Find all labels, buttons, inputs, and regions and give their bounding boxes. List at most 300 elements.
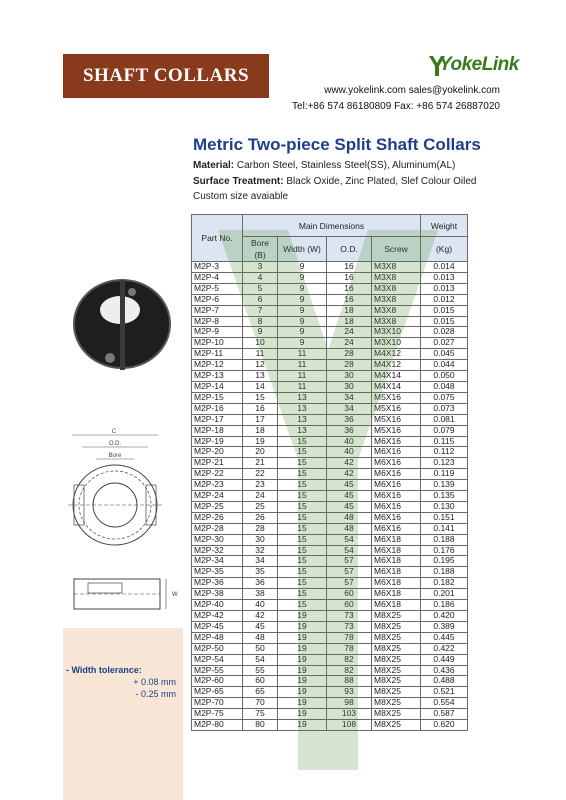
- cell-od: 18: [327, 305, 372, 316]
- cell-od: 45: [327, 480, 372, 491]
- cell-part-no: M2P-7: [192, 305, 243, 316]
- cell-width: 19: [278, 698, 327, 709]
- cell-part-no: M2P-3: [192, 262, 243, 273]
- cell-weight: 0.027: [421, 338, 468, 349]
- cell-weight: 0.012: [421, 294, 468, 305]
- cell-od: 34: [327, 403, 372, 414]
- cell-width: 15: [278, 469, 327, 480]
- cell-part-no: M2P-34: [192, 556, 243, 567]
- cell-width: 15: [278, 491, 327, 502]
- cell-width: 19: [278, 709, 327, 720]
- table-row: [192, 371, 468, 382]
- cell-width: 19: [278, 665, 327, 676]
- cell-screw: M6X16: [372, 512, 421, 523]
- cell-width: 15: [278, 447, 327, 458]
- cell-weight: 0.151: [421, 512, 468, 523]
- cell-bore: 15: [243, 392, 278, 403]
- cell-weight: 0.139: [421, 480, 468, 491]
- cell-bore: 23: [243, 480, 278, 491]
- cell-od: 28: [327, 360, 372, 371]
- cell-bore: 70: [243, 698, 278, 709]
- cell-part-no: M2P-9: [192, 327, 243, 338]
- cell-weight: 0.013: [421, 272, 468, 283]
- cell-width: 15: [278, 480, 327, 491]
- specs-table: [191, 214, 468, 731]
- table-row: [192, 687, 468, 698]
- surface-spec: [193, 176, 476, 187]
- cell-bore: 11: [243, 349, 278, 360]
- cell-width: 9: [278, 327, 327, 338]
- cell-weight: 0.045: [421, 349, 468, 360]
- cell-part-no: M2P-15: [192, 392, 243, 403]
- cell-width: 9: [278, 283, 327, 294]
- cell-od: 88: [327, 676, 372, 687]
- table-row: [192, 414, 468, 425]
- table-row: [192, 523, 468, 534]
- cell-bore: 75: [243, 709, 278, 720]
- cell-screw: M6X18: [372, 545, 421, 556]
- cell-weight: 0.119: [421, 469, 468, 480]
- cell-od: 30: [327, 381, 372, 392]
- cell-od: 48: [327, 523, 372, 534]
- cell-bore: 18: [243, 425, 278, 436]
- cell-part-no: M2P-25: [192, 501, 243, 512]
- table-row: [192, 338, 468, 349]
- table-row: [192, 720, 468, 731]
- cell-width: 11: [278, 371, 327, 382]
- cell-od: 18: [327, 316, 372, 327]
- collar-photo-icon: [60, 262, 190, 392]
- cell-width: 19: [278, 621, 327, 632]
- cell-weight: 0.554: [421, 698, 468, 709]
- cell-od: 16: [327, 283, 372, 294]
- cell-width: 13: [278, 425, 327, 436]
- cell-bore: 12: [243, 360, 278, 371]
- cell-screw: M3X8: [372, 294, 421, 305]
- cell-bore: 38: [243, 589, 278, 600]
- table-row: [192, 589, 468, 600]
- cell-weight: 0.015: [421, 316, 468, 327]
- tolerance-minus: - 0.25 mm: [135, 689, 176, 699]
- cell-width: 13: [278, 414, 327, 425]
- cell-weight: 0.201: [421, 589, 468, 600]
- cell-width: 19: [278, 687, 327, 698]
- cell-width: 9: [278, 305, 327, 316]
- table-row: [192, 360, 468, 371]
- cell-part-no: M2P-70: [192, 698, 243, 709]
- cell-screw: M6X18: [372, 578, 421, 589]
- cell-weight: 0.587: [421, 709, 468, 720]
- cell-screw: M3X8: [372, 316, 421, 327]
- cell-weight: 0.182: [421, 578, 468, 589]
- tolerance-label: - Width tolerance:: [66, 665, 142, 675]
- cell-od: 40: [327, 447, 372, 458]
- cell-screw: M6X16: [372, 458, 421, 469]
- cell-od: 103: [327, 709, 372, 720]
- cell-part-no: M2P-35: [192, 567, 243, 578]
- cell-screw: M8X25: [372, 654, 421, 665]
- table-row: [192, 676, 468, 687]
- material-label: Material:: [193, 160, 235, 171]
- table-row: [192, 403, 468, 414]
- cell-width: 15: [278, 501, 327, 512]
- cell-screw: M6X18: [372, 589, 421, 600]
- cell-part-no: M2P-10: [192, 338, 243, 349]
- cell-width: 19: [278, 643, 327, 654]
- header-bore-label: Bore: [251, 238, 269, 248]
- cell-bore: 36: [243, 578, 278, 589]
- cell-screw: M5X16: [372, 403, 421, 414]
- cell-part-no: M2P-40: [192, 600, 243, 611]
- cell-weight: 0.015: [421, 305, 468, 316]
- cell-part-no: M2P-30: [192, 534, 243, 545]
- table-row: [192, 480, 468, 491]
- cell-part-no: M2P-48: [192, 632, 243, 643]
- cell-part-no: M2P-11: [192, 349, 243, 360]
- cell-screw: M6X16: [372, 447, 421, 458]
- cell-part-no: M2P-80: [192, 720, 243, 731]
- cell-weight: 0.521: [421, 687, 468, 698]
- material-value: Carbon Steel, Stainless Steel(SS), Aluminum(AL): [234, 160, 456, 171]
- cell-od: 60: [327, 600, 372, 611]
- cell-screw: M8X25: [372, 720, 421, 731]
- cell-od: 73: [327, 611, 372, 622]
- cell-part-no: M2P-23: [192, 480, 243, 491]
- contact-phone-fax: Tel:+86 574 86180809 Fax: +86 574 26887020: [292, 101, 500, 112]
- table-row: [192, 458, 468, 469]
- table-row: [192, 327, 468, 338]
- header-bore: [243, 237, 278, 262]
- cell-weight: 0.079: [421, 425, 468, 436]
- width-tolerance: [66, 664, 176, 700]
- tolerance-plus: + 0.08 mm: [133, 677, 176, 687]
- cell-part-no: M2P-16: [192, 403, 243, 414]
- dim-od-label: O.D.: [108, 441, 122, 447]
- cell-screw: M8X25: [372, 687, 421, 698]
- cell-od: 54: [327, 534, 372, 545]
- cell-part-no: M2P-19: [192, 436, 243, 447]
- cell-width: 9: [278, 338, 327, 349]
- cell-bore: 19: [243, 436, 278, 447]
- cell-bore: 65: [243, 687, 278, 698]
- cell-weight: 0.188: [421, 567, 468, 578]
- cell-weight: 0.195: [421, 556, 468, 567]
- cell-part-no: M2P-13: [192, 371, 243, 382]
- cell-bore: 13: [243, 371, 278, 382]
- table-row: [192, 272, 468, 283]
- cell-bore: 45: [243, 621, 278, 632]
- cell-od: 30: [327, 371, 372, 382]
- cell-weight: 0.141: [421, 523, 468, 534]
- banner-text: SHAFT COLLARS: [82, 65, 250, 86]
- cell-weight: 0.186: [421, 600, 468, 611]
- cell-od: 57: [327, 578, 372, 589]
- cell-width: 15: [278, 436, 327, 447]
- cell-part-no: M2P-32: [192, 545, 243, 556]
- cell-bore: 3: [243, 262, 278, 273]
- cell-width: 15: [278, 578, 327, 589]
- cell-weight: 0.028: [421, 327, 468, 338]
- table-row: [192, 294, 468, 305]
- cell-weight: 0.488: [421, 676, 468, 687]
- cell-part-no: M2P-45: [192, 621, 243, 632]
- cell-od: 78: [327, 632, 372, 643]
- cell-part-no: M2P-4: [192, 272, 243, 283]
- cell-od: 28: [327, 349, 372, 360]
- cell-bore: 17: [243, 414, 278, 425]
- cell-width: 19: [278, 654, 327, 665]
- cell-weight: 0.115: [421, 436, 468, 447]
- cell-part-no: M2P-5: [192, 283, 243, 294]
- cell-screw: M6X18: [372, 567, 421, 578]
- cell-screw: M8X25: [372, 611, 421, 622]
- cell-screw: M6X16: [372, 501, 421, 512]
- cell-part-no: M2P-75: [192, 709, 243, 720]
- cell-weight: 0.112: [421, 447, 468, 458]
- cell-screw: M3X8: [372, 283, 421, 294]
- cell-bore: 22: [243, 469, 278, 480]
- table-row: [192, 709, 468, 720]
- title-banner: [63, 54, 269, 98]
- cell-screw: M6X18: [372, 534, 421, 545]
- tolerance-panel: [63, 628, 183, 800]
- cell-width: 9: [278, 316, 327, 327]
- material-spec: [193, 160, 455, 171]
- cell-bore: 34: [243, 556, 278, 567]
- cell-part-no: M2P-26: [192, 512, 243, 523]
- table-row: [192, 621, 468, 632]
- header-width: Width (W): [278, 237, 327, 262]
- cell-weight: 0.081: [421, 414, 468, 425]
- table-row: [192, 392, 468, 403]
- cell-bore: 20: [243, 447, 278, 458]
- cell-width: 19: [278, 611, 327, 622]
- cell-part-no: M2P-17: [192, 414, 243, 425]
- header-screw: Screw: [372, 237, 421, 262]
- table-row: [192, 578, 468, 589]
- table-row: [192, 698, 468, 709]
- cell-width: 19: [278, 720, 327, 731]
- table-row: [192, 654, 468, 665]
- cell-width: 13: [278, 392, 327, 403]
- header-weight: Weight: [421, 215, 468, 237]
- cell-weight: 0.176: [421, 545, 468, 556]
- table-row: [192, 643, 468, 654]
- cell-screw: M4X14: [372, 371, 421, 382]
- cell-od: 57: [327, 567, 372, 578]
- table-row: [192, 283, 468, 294]
- dim-c-label: C: [111, 429, 117, 435]
- cell-bore: 55: [243, 665, 278, 676]
- cell-part-no: M2P-54: [192, 654, 243, 665]
- cell-screw: M4X12: [372, 349, 421, 360]
- table-row: [192, 556, 468, 567]
- cell-weight: 0.044: [421, 360, 468, 371]
- cell-width: 15: [278, 512, 327, 523]
- cell-screw: M6X16: [372, 523, 421, 534]
- cell-screw: M8X25: [372, 665, 421, 676]
- cell-width: 9: [278, 294, 327, 305]
- cell-od: 108: [327, 720, 372, 731]
- logo-text: YokeLink: [439, 54, 519, 75]
- cell-bore: 32: [243, 545, 278, 556]
- cell-od: 82: [327, 665, 372, 676]
- table-row: [192, 632, 468, 643]
- cell-screw: M8X25: [372, 643, 421, 654]
- cell-screw: M5X16: [372, 392, 421, 403]
- table-row: [192, 665, 468, 676]
- table-row: [192, 436, 468, 447]
- cell-weight: 0.050: [421, 371, 468, 382]
- table-row: [192, 545, 468, 556]
- cell-bore: 6: [243, 294, 278, 305]
- cell-width: 11: [278, 349, 327, 360]
- header-od: O.D.: [327, 237, 372, 262]
- cell-bore: 7: [243, 305, 278, 316]
- cell-weight: 0.073: [421, 403, 468, 414]
- cell-od: 60: [327, 589, 372, 600]
- cell-bore: 24: [243, 491, 278, 502]
- cell-bore: 50: [243, 643, 278, 654]
- surface-value: Black Oxide, Zinc Plated, Slef Colour Oiled: [283, 176, 477, 187]
- table-row: [192, 501, 468, 512]
- cell-od: 34: [327, 392, 372, 403]
- cell-od: 16: [327, 272, 372, 283]
- cell-od: 78: [327, 643, 372, 654]
- cell-width: 15: [278, 523, 327, 534]
- cell-width: 15: [278, 534, 327, 545]
- cell-od: 48: [327, 512, 372, 523]
- cell-weight: 0.620: [421, 720, 468, 731]
- cell-screw: M8X25: [372, 676, 421, 687]
- cell-weight: 0.130: [421, 501, 468, 512]
- table-row: [192, 534, 468, 545]
- cell-screw: M3X8: [372, 272, 421, 283]
- cell-width: 15: [278, 600, 327, 611]
- cell-bore: 48: [243, 632, 278, 643]
- cell-bore: 21: [243, 458, 278, 469]
- header-kg: (Kg): [421, 237, 468, 262]
- dim-bore-label: Bore: [108, 453, 122, 459]
- cell-width: 15: [278, 589, 327, 600]
- cell-screw: M3X8: [372, 305, 421, 316]
- cell-weight: 0.048: [421, 381, 468, 392]
- cell-part-no: M2P-36: [192, 578, 243, 589]
- cell-bore: 80: [243, 720, 278, 731]
- cell-od: 16: [327, 262, 372, 273]
- page-title: Metric Two-piece Split Shaft Collars: [193, 135, 481, 154]
- cell-od: 45: [327, 491, 372, 502]
- header-main-dimensions: Main Dimensions: [243, 215, 421, 237]
- cell-width: 15: [278, 556, 327, 567]
- cell-screw: M3X10: [372, 327, 421, 338]
- cell-weight: 0.420: [421, 611, 468, 622]
- cell-screw: M6X16: [372, 491, 421, 502]
- cell-od: 54: [327, 545, 372, 556]
- cell-bore: 26: [243, 512, 278, 523]
- cell-screw: M4X12: [372, 360, 421, 371]
- cell-width: 15: [278, 567, 327, 578]
- cell-screw: M6X16: [372, 480, 421, 491]
- table-row: [192, 305, 468, 316]
- cell-screw: M6X18: [372, 600, 421, 611]
- cell-part-no: M2P-12: [192, 360, 243, 371]
- table-row: [192, 611, 468, 622]
- cell-width: 15: [278, 458, 327, 469]
- cell-bore: 54: [243, 654, 278, 665]
- cell-screw: M5X16: [372, 425, 421, 436]
- cell-od: 73: [327, 621, 372, 632]
- cell-od: 36: [327, 425, 372, 436]
- cell-od: 93: [327, 687, 372, 698]
- cell-screw: M8X25: [372, 632, 421, 643]
- dim-w-label: W: [172, 592, 178, 598]
- cell-od: 36: [327, 414, 372, 425]
- table-body: [192, 262, 468, 731]
- collar-side-drawing-icon: [60, 575, 180, 615]
- cell-od: 98: [327, 698, 372, 709]
- cell-od: 57: [327, 556, 372, 567]
- collar-front-drawing-icon: [60, 425, 170, 555]
- table-row: [192, 425, 468, 436]
- cell-bore: 25: [243, 501, 278, 512]
- cell-weight: 0.188: [421, 534, 468, 545]
- cell-width: 13: [278, 403, 327, 414]
- table-row: [192, 447, 468, 458]
- cell-screw: M5X16: [372, 414, 421, 425]
- cell-weight: 0.014: [421, 262, 468, 273]
- cell-part-no: M2P-22: [192, 469, 243, 480]
- contact-web-email: www.yokelink.com sales@yokelink.com: [324, 85, 500, 96]
- cell-od: 42: [327, 458, 372, 469]
- cell-od: 45: [327, 501, 372, 512]
- header-part-no: Part No.: [192, 215, 243, 262]
- cell-width: 9: [278, 262, 327, 273]
- cell-width: 19: [278, 676, 327, 687]
- cell-screw: M6X18: [372, 556, 421, 567]
- cell-part-no: M2P-8: [192, 316, 243, 327]
- cell-bore: 60: [243, 676, 278, 687]
- cell-part-no: M2P-42: [192, 611, 243, 622]
- cell-part-no: M2P-20: [192, 447, 243, 458]
- cell-bore: 40: [243, 600, 278, 611]
- table-row: [192, 600, 468, 611]
- cell-weight: 0.013: [421, 283, 468, 294]
- custom-note: Custom size avaiable: [193, 191, 289, 202]
- cell-screw: M8X25: [372, 698, 421, 709]
- cell-screw: M4X14: [372, 381, 421, 392]
- cell-part-no: M2P-18: [192, 425, 243, 436]
- cell-bore: 42: [243, 611, 278, 622]
- cell-screw: M6X16: [372, 436, 421, 447]
- cell-width: 15: [278, 545, 327, 556]
- cell-part-no: M2P-21: [192, 458, 243, 469]
- cell-bore: 35: [243, 567, 278, 578]
- cell-weight: 0.436: [421, 665, 468, 676]
- cell-part-no: M2P-24: [192, 491, 243, 502]
- cell-width: 11: [278, 381, 327, 392]
- cell-width: 19: [278, 632, 327, 643]
- cell-weight: 0.123: [421, 458, 468, 469]
- cell-weight: 0.075: [421, 392, 468, 403]
- cell-part-no: M2P-38: [192, 589, 243, 600]
- cell-part-no: M2P-28: [192, 523, 243, 534]
- cell-bore: 14: [243, 381, 278, 392]
- cell-weight: 0.445: [421, 632, 468, 643]
- cell-screw: M8X25: [372, 621, 421, 632]
- cell-bore: 9: [243, 327, 278, 338]
- cell-od: 24: [327, 327, 372, 338]
